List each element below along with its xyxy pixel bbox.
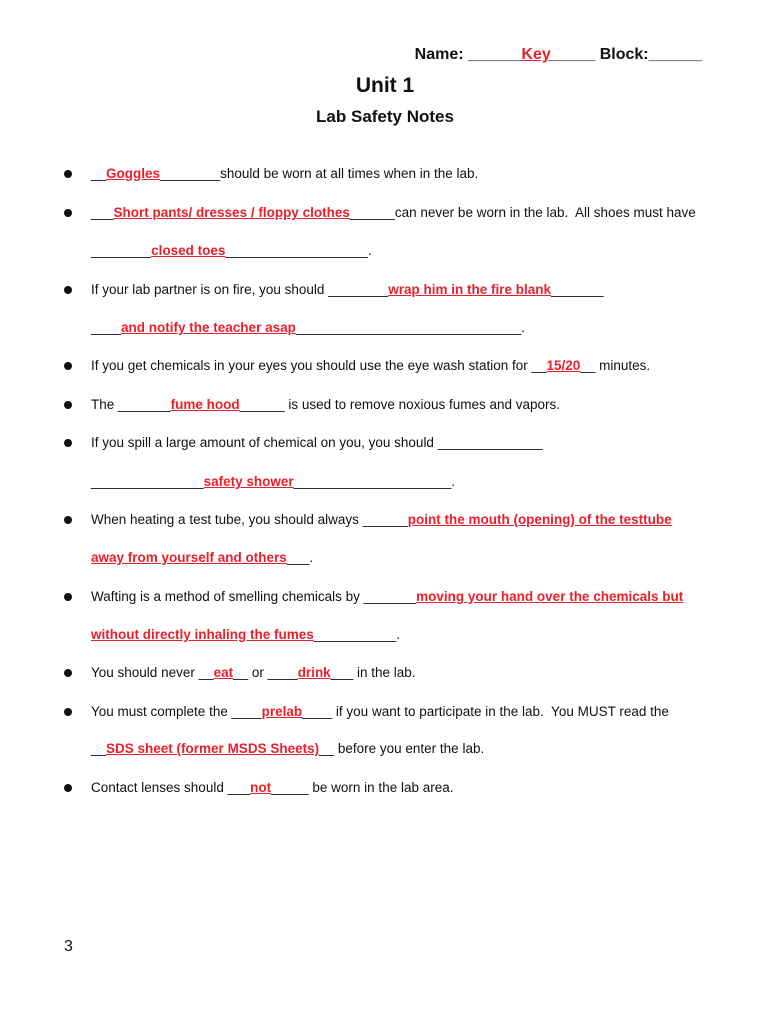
line-text: _______________ <box>91 474 204 489</box>
line-text: ________ <box>91 243 152 258</box>
bullet-dot <box>64 516 72 524</box>
line-text: When heating a test tube, you should always ______ <box>91 512 408 527</box>
line-text: __ <box>91 741 107 756</box>
page-subtitle: Lab Safety Notes <box>316 107 454 126</box>
line-text: ________should be worn at all times when in the lab. <box>160 166 479 181</box>
line-text: ___ <box>91 205 114 220</box>
line-text: _______ <box>550 282 604 297</box>
note-line-6 <box>91 434 543 452</box>
line-text: You should never __ <box>91 665 214 680</box>
note-line-3b <box>91 319 525 337</box>
line-text: __ or ____ <box>233 665 298 680</box>
note-line-8b <box>91 626 400 644</box>
line-text: Wafting is a method of smelling chemicals by _______ <box>91 589 417 604</box>
line-text: If you get chemicals in your eyes you should use the eye wash station for __ <box>91 358 547 373</box>
answer: without directly inhaling the fumes <box>91 627 314 642</box>
note-line-9 <box>91 664 416 682</box>
bullet-dot <box>64 669 72 677</box>
note-line-10b <box>91 740 484 758</box>
answer: safety shower <box>203 474 294 489</box>
answer: SDS sheet (former MSDS Sheets) <box>106 741 320 756</box>
answer: and notify the teacher asap <box>121 320 296 335</box>
bullet-dot <box>64 593 72 601</box>
note-line-8 <box>91 588 683 606</box>
bullet-dot <box>64 708 72 716</box>
answer: moving your hand over the chemicals but <box>416 589 684 604</box>
note-line-7b <box>91 549 313 567</box>
note-line-10 <box>91 703 669 721</box>
line-text: _____________________. <box>293 474 456 489</box>
bullet-dot <box>64 439 72 447</box>
note-line-2 <box>91 204 696 222</box>
line-text: __ <box>91 166 107 181</box>
bullet-dot <box>64 401 72 409</box>
name-blank-post: _____ <box>550 46 596 63</box>
note-line-11 <box>91 779 454 797</box>
answer: eat <box>213 665 234 680</box>
bullet-dot <box>64 784 72 792</box>
note-line-2b <box>91 242 372 260</box>
answer: wrap him in the fire blank <box>388 282 551 297</box>
line-text: The _______ <box>91 397 171 412</box>
line-text: ______can never be worn in the lab. All shoes must have <box>349 205 696 220</box>
bullet-dot <box>64 362 72 370</box>
line-text: __ before you enter the lab. <box>319 741 485 756</box>
answer: prelab <box>261 704 303 719</box>
name-label: Name: <box>414 46 469 63</box>
name-blank-pre: ______ <box>468 46 522 63</box>
line-text: If your lab partner is on fire, you should ________ <box>91 282 389 297</box>
line-text: ____ <box>91 320 122 335</box>
answer: drink <box>297 665 331 680</box>
answer: away from yourself and others <box>91 550 287 565</box>
note-line-6b <box>91 473 455 491</box>
answer: Goggles <box>106 166 161 181</box>
note-line-5 <box>91 396 560 414</box>
answer: fume hood <box>170 397 240 412</box>
block-label: Block: <box>595 46 649 63</box>
answer: 15/20 <box>546 358 581 373</box>
line-text: ___. <box>286 550 314 565</box>
note-line-1 <box>91 165 478 183</box>
note-line-3 <box>91 281 604 299</box>
line-text: ___________. <box>313 627 401 642</box>
note-line-4 <box>91 357 650 375</box>
line-text: ______________________________. <box>295 320 525 335</box>
line-text: Contact lenses should ___ <box>91 780 251 795</box>
bullet-dot <box>64 170 72 178</box>
name-answer: Key <box>521 46 551 63</box>
line-text: You must complete the ____ <box>91 704 262 719</box>
line-text: If you spill a large amount of chemical on you, you should ______________ <box>91 435 543 450</box>
line-text: ______ is used to remove noxious fumes and vapors. <box>239 397 561 412</box>
page-number: 3 <box>64 938 73 955</box>
bullet-dot <box>64 209 72 217</box>
name-block-line <box>415 46 702 64</box>
line-text: _____ be worn in the lab area. <box>271 780 454 795</box>
answer: not <box>250 780 272 795</box>
line-text: ___ in the lab. <box>330 665 416 680</box>
line-text: ___________________. <box>225 243 372 258</box>
page-title: Unit 1 <box>355 74 415 97</box>
note-line-7 <box>91 511 672 529</box>
line-text: __ minutes. <box>580 358 651 373</box>
bullet-dot <box>64 286 72 294</box>
answer: point the mouth (opening) of the testtube <box>407 512 672 527</box>
block-blank: ______ <box>648 46 702 63</box>
answer: closed toes <box>151 243 226 258</box>
line-text: ____ if you want to participate in the lab. You MUST read the <box>302 704 669 719</box>
answer: Short pants/ dresses / floppy clothes <box>113 205 350 220</box>
